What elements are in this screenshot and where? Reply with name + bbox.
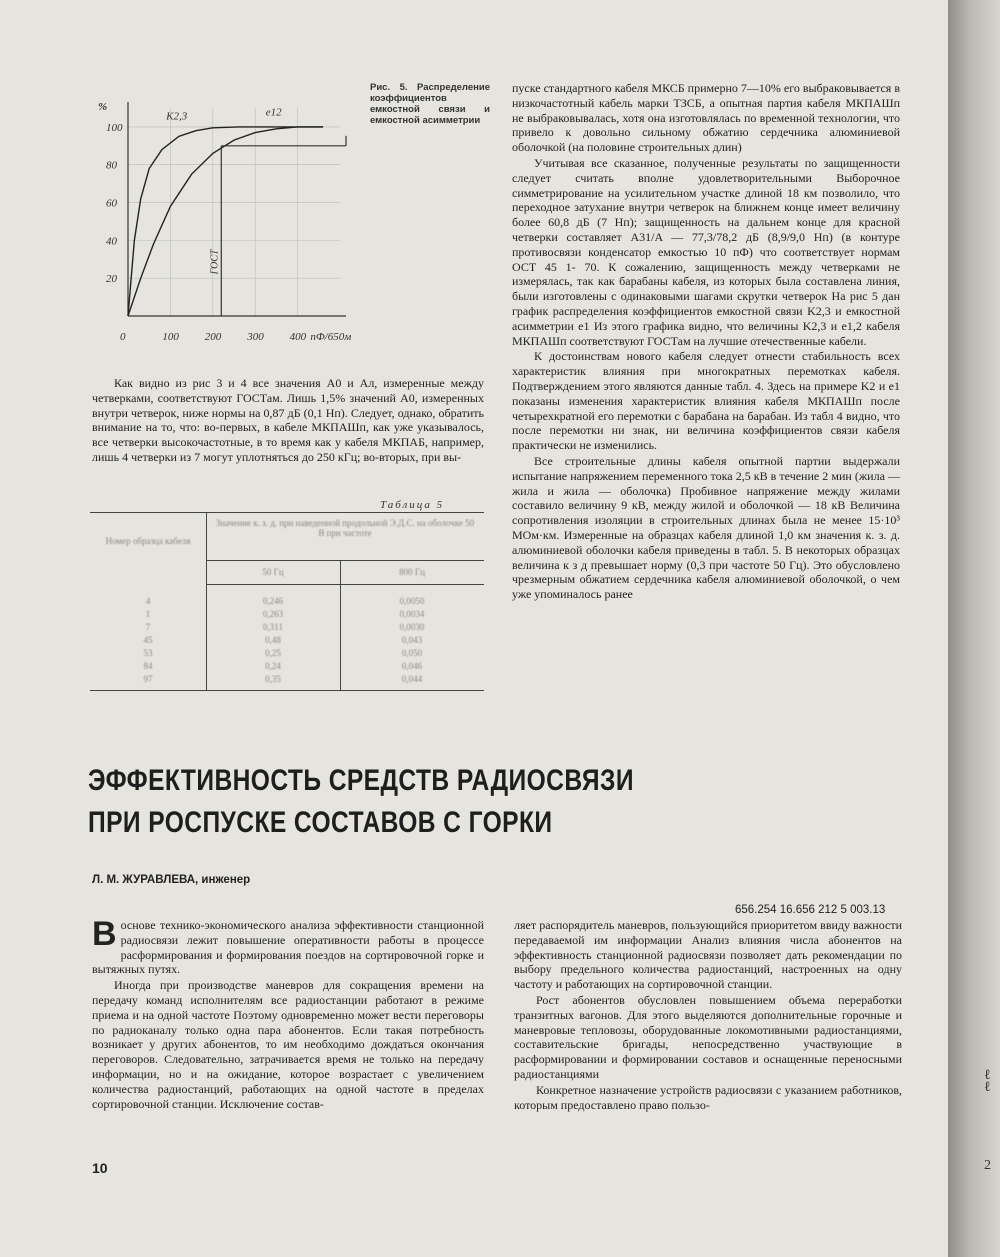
table-cell-number: 53 — [143, 648, 153, 658]
table-cell-number: 45 — [143, 635, 153, 645]
y-tick-label: 80 — [106, 159, 117, 172]
table-cell-number: 7 — [145, 622, 151, 632]
table-cell-value: 0,25 — [265, 648, 281, 658]
table-cell-number: 97 — [143, 674, 153, 684]
page-number: 10 — [92, 1160, 108, 1176]
table-cell-value: 0,0030 — [399, 622, 425, 632]
series-line-2 — [128, 127, 323, 316]
vertical-label: ГОСТ — [209, 249, 221, 275]
table-cell-value: 0,311 — [263, 622, 283, 632]
figure-caption: Рис. 5. Распределение коэффициентов емкостной связи и емкостной асимметрии — [370, 82, 490, 126]
book-gutter — [948, 0, 1000, 1257]
paragraph: Рост абонентов обусловлен повышением объема переработки транзитных вагонов. Для этого выделяются дополнительные горочные и маневровые тепловозы, оборудованные локомотивными радиостанциями, составительские бригады, непосредственно участвующие в расформировании и формировании составов и оснащенные переносными радиостанциями — [514, 992, 902, 1081]
left-column-text — [92, 376, 484, 465]
headline-line-1: ЭФФЕКТИВНОСТЬ СРЕДСТВ РАДИОСВЯЗИ — [88, 764, 634, 797]
article-headline — [88, 760, 634, 844]
drop-cap: В — [92, 915, 117, 953]
x-tick-label: 0 — [120, 331, 126, 343]
x-unit-label: пФ/650м — [310, 331, 352, 343]
udc-code: 656.254 16.656 212 5 003.13 — [735, 904, 886, 916]
table-cell-number: 4 — [145, 596, 151, 606]
article-column-right — [514, 918, 902, 1112]
y-unit-label: % — [98, 101, 108, 113]
paragraph: Конкретное назначение устройств радиосвязи с указанием работников, которым предоставлено право пользо- — [514, 1082, 902, 1112]
gutter-mark: ℓ — [984, 1080, 991, 1095]
x-tick-label: 200 — [204, 331, 222, 343]
table-cell-value: 0,043 — [401, 635, 423, 645]
table-cell-value: 0,263 — [262, 609, 284, 619]
x-tick-label: 100 — [162, 331, 179, 343]
table-cell-value: 0,0034 — [399, 609, 425, 619]
table-cell-value: 0,0050 — [399, 596, 425, 606]
paragraph: ляет распорядитель маневров, пользующийся приоритетом ввиду важности передаваемой им информации Анализ влияния числа абонентов на эффективность станционной радиосвязи позволяет дать рекомендации по выбору предельного количества радиостанций, настроенных на одну частоту и работающих на сортировочной станции. — [514, 918, 902, 992]
table-header-number: Номер образца кабеля — [105, 536, 191, 546]
series-line-1 — [128, 127, 323, 316]
table-cell-value: 0,246 — [262, 596, 284, 606]
y-tick-label: 100 — [106, 121, 123, 134]
table-header-value: Значение к. з. д. при наведенной продольной Э.Д.С. на оболочке 50 В при частоте — [215, 518, 475, 538]
paragraph: К достоинствам нового кабеля следует отнести стабильность всех характеристик влияния при многократных перемотках кабеля. Подтверждением этого являются данные табл. 4. Здесь на примере K2 и e1 показаны изменения характеристик влияния кабеля МКПАШп после четырехкратной его перемотки с барабана на барабан. Из табл 4 видно, что после перемотки ни знак, ни величина коэффициентов связи кабеля практически не изменились. — [512, 349, 900, 453]
x-tick-label: 300 — [247, 331, 264, 343]
paragraph: пуске стандартного кабеля МКСБ примерно 7—10% его выбраковывается в низкочастотный кабель марки ТЗСБ, а опытная партия кабеля МКПАШп не выбраковывалась, хотя она изготовлялась по временной технологии, что привело к довольно сильному обжатию сердечника алюминиевой оболочкой (на половине строительных длин) — [512, 81, 900, 155]
y-tick-label: 20 — [106, 273, 117, 286]
data-table — [90, 512, 484, 692]
curve-label: e12 — [265, 106, 282, 119]
paragraph: Как видно из рис 3 и 4 все значения A0 и Aл, измеренные между четверками, соответствуют ГОСТам. Лишь 1,5% значений A0, измеренных внутри четверок, ниже нормы на 0,87 дБ (0,1 Нп). Следует, однако, обратить внимание на то, что: во-первых, в кабеле МКПАШп, как уже указывалось, все четверки высокочастотные, в то время как у кабеля МКПАБ, например, лишь 4 четверки из 7 могут уплотняться до 250 кГц; во-вторых, при вы- — [92, 376, 484, 464]
table-cell-number: 1 — [145, 609, 151, 619]
table-subheader-800hz: 800 Гц — [399, 567, 425, 577]
x-tick-label: 400 — [289, 331, 307, 343]
paragraph: Иногда при производстве маневров для сокращения времени на передачу команд исполнителям все радиостанции работают в режиме приема и на одной частоте Поэтому одновременно может вести переговоры по радиоканалу только одна пара абонентов. Если такая потребность возникает у других абонентов, то им необходимо дождаться окончания переговоров. Следовательно, затрачивается время не только на передачу информации, но и на ожидание, которое возрастает с увеличением количества радиостанций, работающих на одной частоте в пределах сортировочной станции. Исключение состав- — [92, 978, 484, 1111]
y-tick-label: 60 — [106, 197, 117, 210]
headline-line-2: ПРИ РОСПУСКЕ СОСТАВОВ С ГОРКИ — [88, 806, 553, 839]
curve-label: K2,3 — [166, 110, 188, 123]
table-cell-value: 0,48 — [265, 635, 281, 645]
paragraph: Воснове технико-экономического анализа эффективности станционной радиосвязи лежит повышение оперативности работы в процессе расформирования и формирования поездов на сортировочной горке и вытяжных путях. — [92, 915, 484, 977]
table-cell-number: 84 — [143, 661, 153, 671]
distribution-chart — [90, 80, 362, 352]
paragraph: Все строительные длины кабеля опытной партии выдержали испытание напряжением переменного тока 2,5 кВ в течение 2 мин (жила — жила и жила — оболочка) Пробивное напряжение между жилами составило величину 9 кВ, между жилой и оболочкой — 18 кВ Величина сопротивления изоляции в строительных длинах была не менее 15·10³ МОм·км. Измеренные на образцах кабеля длиной 1,0 км значения к. з. д. алюминиевой оболочки кабеля приведены в табл. 5. В некоторых образцах величина к з д превышает норму (0,3 при частоте 50 Гц). Это обусловлено чрезмерным обжатием сердечника кабеля алюминиевой оболочкой, о чем уже упоминалось ранее — [512, 453, 900, 602]
y-tick-label: 40 — [106, 235, 117, 248]
table-cell-value: 0,046 — [401, 661, 423, 671]
gutter-mark: 2 — [984, 1158, 991, 1173]
table-cell-value: 0,044 — [401, 674, 423, 684]
paragraph: Учитывая все сказанное, полученные результаты по защищенности следует считать вполне удовлетворительными Выборочное симметрирование на усилительном участке длиной 18 км позволило, что переходное затухание внутри четверок на ближнем конце имеет величину более 60,8 дБ (7 Нп); защищенность на дальнем конце для красной четверки составляет A31/A — 77,3/78,2 дБ (8,9/9,0 Нп) (в контуре противосвязи конденсатор емкостью 10 пФ) что соответствует нормам ОСТ 45 1- 70. К сожалению, защищенность между четверками не измерялась, так как барабаны кабеля, из которых была составлена линия, были изготовлены с одинаковыми шагами скрутки четверок На рис 5 дан график распределения коэффициентов емкостной связи K2,3 и емкостной асимметрии e1 Из этого графика видно, что величины K2,3 и e1,2 кабеля МКПАШп соответствуют ГОСТам на лучшие отечественные кабели. — [512, 155, 900, 348]
table-title: Таблица 5 — [380, 499, 445, 511]
article-column-left — [92, 915, 484, 1111]
right-column-text — [512, 81, 900, 602]
table-cell-value: 0,35 — [265, 674, 281, 684]
table-subheader-50hz: 50 Гц — [262, 567, 284, 577]
author-line: Л. М. ЖУРАВЛЕВА, инженер — [92, 874, 251, 886]
table-cell-value: 0,050 — [401, 648, 423, 658]
table-cell-value: 0,24 — [265, 661, 281, 671]
gutter-mark: ℓ — [984, 1068, 991, 1083]
